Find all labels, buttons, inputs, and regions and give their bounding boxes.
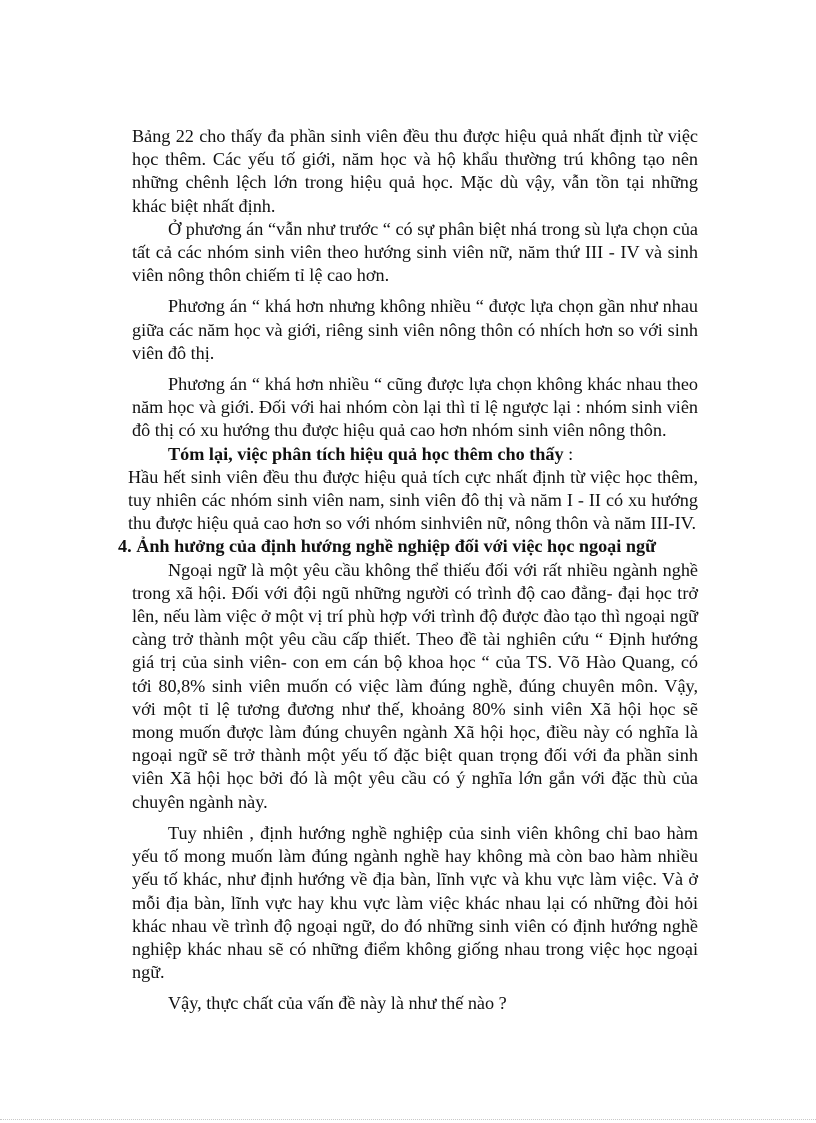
summary-heading-line	[132, 443, 698, 466]
page-bottom-divider	[0, 1119, 816, 1120]
paragraph-career-orientation: Tuy nhiên , định hướng nghề nghiệp của sinh viên không chỉ bao hàm yếu tố mong muốn làm đúng ngành nghề hay không mà còn bao hàm nhiều yếu tố khác, như định hướng về địa bàn, lĩnh vực và khu vực làm việc. Và ở mỗi địa bàn, lĩnh vực hay khu vực làm việc khác nhau lại có những đòi hỏi khác nhau về trình độ ngoại ngữ, do đó những sinh viên có định hướng nghề nghiệp khác nhau sẽ có những điểm không giống nhau trong việc học ngoại ngữ.	[132, 822, 698, 983]
paragraph-option-unchanged: Ở phương án “vẫn như trước “ có sự phân biệt nhá trong sù lựa chọn của tất cả các nhóm sinh viên theo hướng sinh viên nữ, năm thứ III - IV và sinh viên nông thôn chiếm tỉ lệ cao hơn.	[132, 218, 698, 286]
paragraph-closing-question: Vậy, thực chất của vấn đề này là như thế nào ?	[168, 993, 507, 1014]
document-body	[118, 125, 698, 1016]
summary-label: Tóm lại, việc phân tích hiệu quả học thêm cho thấy	[168, 443, 564, 464]
paragraph-foreign-language-requirement: Ngoại ngữ là một yêu cầu không thể thiếu đối với rất nhiều ngành nghề trong xã hội. Đối với đội ngũ những người có trình độ cao đẳng- đại học trở lên, nếu làm việc ở một vị trí phù hợp với trình độ được đào tạo thì ngoại ngữ càng trở thành một yêu cầu cấp thiết. Theo đề tài nghiên cứu “ Định hướng giá trị của sinh viên- con em cán bộ khoa học “ của TS. Võ Hào Quang, có tới 80,8% sinh viên muốn có việc làm đúng nghề, đúng chuyên môn. Vậy, với một tỉ lệ tương đương như thế, khoảng 80% sinh viên Xã hội học sẽ mong muốn được làm đúng chuyên ngành Xã hội học, điều này có nghĩa là ngoại ngữ sẽ trở thành một yếu tố đặc biệt quan trọng đối với đa phần sinh viên Xã hội học bởi đó là một yêu cầu có ý nghĩa lớn gắn với đặc thù của chuyên ngành này.	[132, 559, 698, 812]
summary-colon: :	[563, 443, 574, 464]
paragraph-summary: Hầu hết sinh viên đều thu được hiệu quả tích cực nhất định từ việc học thêm, tuy nhiên các nhóm sinh viên nam, sinh viên đô thị và năm I - II có xu hướng thu được hiệu quả cao hơn so với nhóm sinhviên nữ, nông thôn và năm III-IV.	[128, 466, 698, 534]
paragraph-table-22-summary: Bảng 22 cho thấy đa phần sinh viên đều thu được hiệu quả nhất định từ việc học thêm. Các yếu tố giới, năm học và hộ khẩu thường trú không tạo nên những chênh lệch lớn trong hiệu quả học. Mặc dù vậy, vẫn tồn tại những khác biệt nhất định.	[132, 126, 698, 216]
paragraph-option-much-better: Phương án “ khá hơn nhiều “ cũng được lựa chọn không khác nhau theo năm học và giới. Đối với hai nhóm còn lại thì tỉ lệ ngược lại : nhóm sinh viên đô thị có xu hướng thu được hiệu quả cao hơn nhóm sinh viên nông thôn.	[132, 374, 698, 441]
paragraph-option-slightly-better: Phương án “ khá hơn nhưng không nhiều “ được lựa chọn gần như nhau giữa các năm học và giới, riêng sinh viên nông thôn có nhích hơn so với sinh viên đô thị.	[132, 296, 698, 363]
section-heading: 4. Ảnh hưởng của định hướng nghề nghiệp đối với việc học ngoại ngữ	[118, 536, 656, 557]
